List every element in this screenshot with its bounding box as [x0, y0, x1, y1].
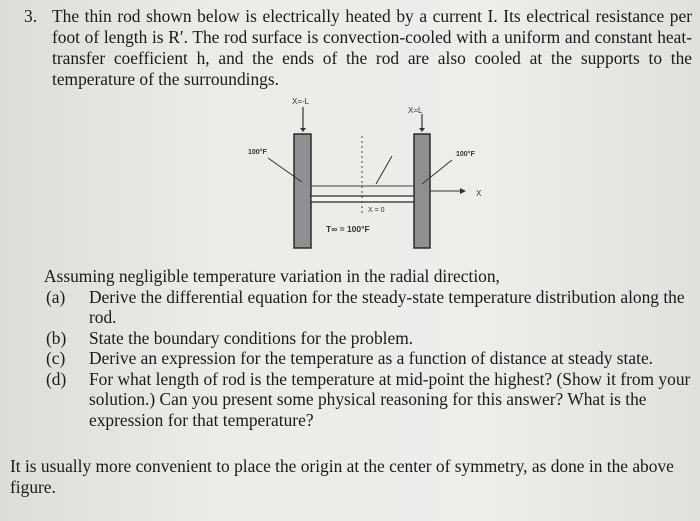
problem-text: The thin rod shown below is electrically heated by a current I. Its electrical resistance per foot of length is R′. The rod surface is convection-cooled with a uniform and constant heat-transfer coefficient h, and the ends of the rod are also cooled at the supports to the temperature of the surroundings.: [52, 6, 692, 89]
right-support-wall: [414, 134, 430, 248]
intro-line: Assuming negligible temperature variation in the radial direction,: [44, 266, 500, 286]
part-c-label: (c): [46, 348, 66, 368]
part-a-text: Derive the differential equation for the steady-state temperature distribution along the rod.: [89, 286, 685, 327]
right-wall-temp: 100°F: [456, 151, 475, 158]
part-c-text: Derive an expression for the temperature as a function of distance at steady state.: [89, 348, 654, 368]
x-axis-label: X: [476, 189, 482, 198]
rod-pointer: [376, 156, 392, 184]
part-c: [44, 348, 692, 369]
left-end-label: X=-L: [292, 97, 310, 106]
part-d-label: (d): [46, 368, 67, 389]
right-end-arrowhead: [419, 128, 425, 132]
part-d: [44, 369, 692, 431]
closing-note: It is usually more convenient to place the origin at the center of symmetry, as done in the above figure.: [10, 456, 674, 497]
problem-number: 3.: [24, 6, 38, 26]
part-d-text: For what length of rod is the temperature at mid-point the highest? (Show it from your solution.) Can you present some physical reasoning for this answer? What is the expression for that temperature?: [89, 368, 691, 430]
origin-label: X = 0: [368, 207, 385, 214]
left-support-wall: [294, 134, 311, 248]
rod-figure: [240, 96, 500, 254]
ambient-temp-label: T∞ = 100°F: [326, 224, 370, 234]
part-a: [44, 287, 692, 328]
part-b-text: State the boundary conditions for the problem.: [89, 327, 414, 348]
left-end-arrowhead: [300, 128, 306, 132]
part-a-label: (a): [46, 286, 66, 307]
left-wall-temp: 100°F: [248, 149, 267, 156]
part-b-label: (b): [46, 327, 67, 348]
question-list: [44, 266, 692, 430]
right-end-label: X=L: [408, 106, 423, 115]
x-axis-arrowhead: [460, 188, 466, 194]
part-b: [44, 328, 692, 349]
